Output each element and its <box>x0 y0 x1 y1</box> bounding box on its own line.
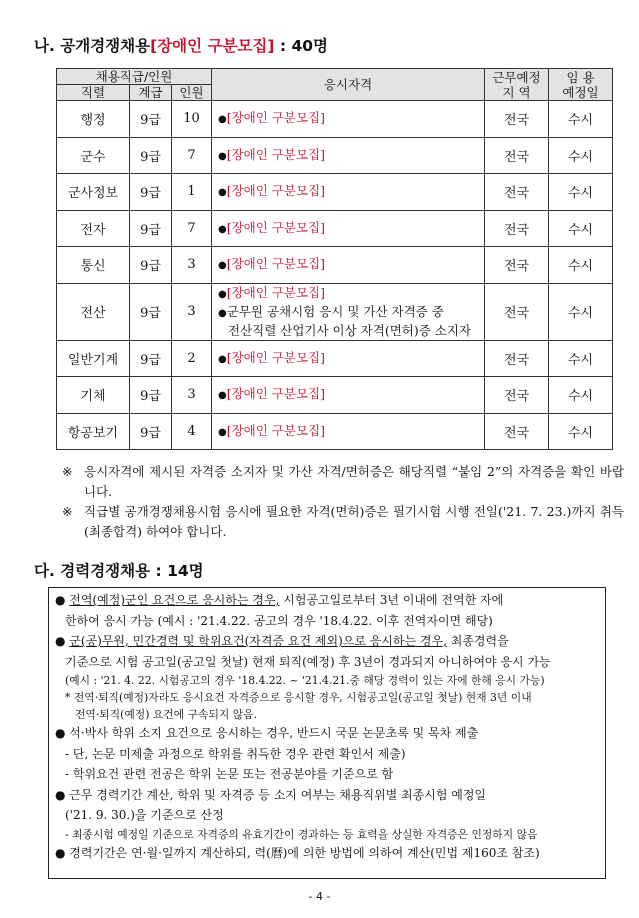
table-row: 기체 9급 3 ●[장애인 구분모집] 전국 수시 <box>57 377 613 414</box>
list-item: ● 경력기간은 연·월·일까지 계산하되, 력(曆)에 의한 방법에 의하여 계산(민법 제160조 참조) <box>55 845 540 860</box>
header-region: 근무예정 지 역 <box>485 69 549 101</box>
page-number: - 4 - <box>308 890 331 903</box>
table-row: 군사정보 9급 1 ●[장애인 구분모집] 전국 수시 <box>57 174 613 211</box>
recruitment-table <box>56 68 613 450</box>
header-count: 인원 <box>172 85 212 101</box>
table-notes <box>62 462 624 542</box>
table-row: 항공보기 9급 4 ●[장애인 구분모집] 전국 수시 <box>57 413 613 450</box>
header-group: 채용직급/인원 <box>57 69 212 85</box>
note-certificate: ※ 응시자격에 제시된 자격증 소지자 및 가산 자격/면허증은 해당직렬 “붙임 2”의 자격증을 확인 바랍니다. <box>62 464 624 499</box>
list-item: ● 전역(예정)군인 요건으로 응시하는 경우, 시험공고일로부터 3년 이내에 전역한 자에 <box>55 593 504 607</box>
table-row: 전자 9급 7 ●[장애인 구분모집] 전국 수시 <box>57 210 613 247</box>
career-requirements-box: ● 전역(예정)군인 요건으로 응시하는 경우, 시험공고일로부터 3년 이내에 전역한 자에 한하여 응시 가능 (예시 : '21.4.22. 공고의 경우 '18.4.22. 이후 전역자이면 해당) ● 군(공)무원, 민간경력 및 학위요건(자격증 요건 제외)으로 응시하는 경우, 최종경력을 기준으로 시험 공고일(공고일 첫날) 현재 퇴직(예정) 후 3년이 경과되지 아니하여야 응시 가능 (예시 : '21. 4. 22. 시험공고의 경우 '18.4.22. ~ '21.4.21.중 해당 경력이 있는 자에 한해 응시 가능) * 전역·퇴직(예정)자라도 응시요건 자격증으로 응시할 경우, 시험공고일(공고일 첫날) 현재 3년 이내 전역·퇴직(예정) 요건에 구속되지 않음. ● 석·박사 학위 소지 요건으로 응시하는 경우, 반드시 국문 논문초록 및 목차 제출 - 단, 논문 미제출 과정으로 학위를 취득한 경우 관련 확인서 제출) - 학위요건 관련 전공은 학위 논문 또는 전공분야를 기준으로 함 ● 근무 경력기간 계산, 학위 및 자격증 등 소지 여부는 채용직위별 최종시험 예정일 ('21. 9. 30.)을 기준으로 산정 - 최종시험 예정일 기준으로 자격증의 유효기간이 경과하는 등 효력을 상실한 자격증은 인정하지 않음 ● 경력기간은 연·월·일까지 계산하되, 력(曆)에 의한 방법에 의하여 계산(민법 제160조 참조) <box>48 587 606 879</box>
header-series: 직렬 <box>57 85 130 101</box>
heading-prefix: 나. 공개경쟁채용 <box>34 37 151 55</box>
header-grade: 계급 <box>130 85 172 101</box>
note-deadline: ※ 직급별 공개경쟁채용시험 응시에 필요한 자격(면허)증은 필기시험 시행 전일('21. 7. 23.)까지 취득(최종합격) 하여야 합니다. <box>62 504 624 539</box>
section-heading-open-recruitment <box>34 34 328 56</box>
table-row: 일반기계 9급 2 ●[장애인 구분모집] 전국 수시 <box>57 340 613 377</box>
heading-highlight: [장애인 구분모집] <box>150 37 275 55</box>
table-row: 전산 9급 3 ●[장애인 구분모집] ●군무원 공채시험 응시 및 가산 자격증 중 전산직렬 산업기사 이상 자격(면허)증 소지자 전국 수시 <box>57 283 613 340</box>
heading-suffix: : 40명 <box>274 37 329 55</box>
table-row: 통신 9급 3 ●[장애인 구분모집] 전국 수시 <box>57 247 613 284</box>
table-row: 행정 9급 10 ●[장애인 구분모집] 전국 수시 <box>57 101 613 138</box>
section-heading-career-recruitment: 다. 경력경쟁채용 : 14명 <box>34 562 204 580</box>
list-item: ● 석·박사 학위 소지 요건으로 응시하는 경우, 반드시 국문 논문초록 및 목차 제출 <box>55 726 479 740</box>
list-item: ● 군(공)무원, 민간경력 및 학위요건(자격증 요건 제외)으로 응시하는 경우, 최종경력을 <box>55 634 509 648</box>
header-qualification: 응시자격 <box>212 69 485 101</box>
table-row: 군수 9급 7 ●[장애인 구분모집] 전국 수시 <box>57 137 613 174</box>
list-item: ● 근무 경력기간 계산, 학위 및 자격증 등 소지 여부는 채용직위별 최종시험 예정일 <box>55 787 487 802</box>
header-appointment: 임 용 예정일 <box>549 69 613 101</box>
